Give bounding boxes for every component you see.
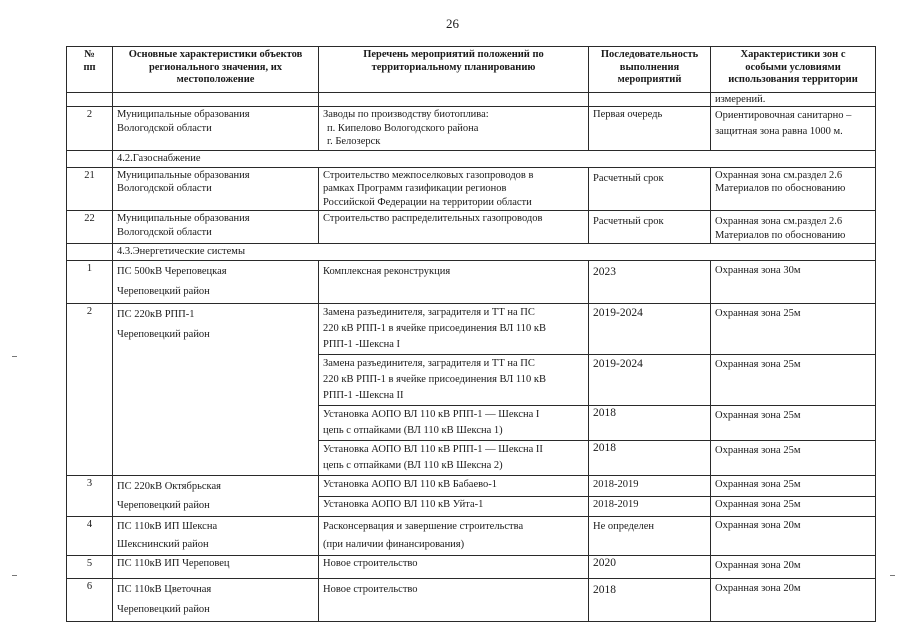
header-characteristics: Основные характеристики объектов регионального значения, их местоположение [113, 47, 319, 93]
table-row [67, 107, 876, 151]
table-row [67, 303, 876, 354]
table-row [67, 475, 876, 497]
sequence-cell: 2019-2024 [589, 354, 711, 405]
sequence-cell: 2023 [589, 260, 711, 303]
object-cell: ПС 500кВ Череповецкая Череповецкий район [113, 260, 319, 303]
measure-cell: Расконсервация и завершение строительства (при наличии финансирования) [319, 516, 589, 555]
sequence-cell: 2019-2024 [589, 303, 711, 354]
zone-cell: Охранная зона см.раздел 2.6 Материалов по обоснованию [711, 211, 876, 244]
sequence-cell: 2020 [589, 555, 711, 578]
row-number: 4 [67, 516, 113, 555]
row-number: 5 [67, 555, 113, 578]
object-cell: ПС 220кВ РПП-1 Череповецкий район [113, 303, 319, 475]
table-row-continuation [67, 93, 876, 107]
planning-table [66, 46, 876, 622]
table-row [67, 555, 876, 578]
continuation-cell: измерений. [711, 93, 876, 107]
table-row [67, 260, 876, 303]
zone-cell: Охранная зона 25м [711, 405, 876, 440]
margin-mark [890, 575, 895, 576]
object-cell: Муниципальные образования Вологодской области [113, 167, 319, 211]
object-cell: Муниципальные образования Вологодской области [113, 211, 319, 244]
measure-cell: Новое строительство [319, 578, 589, 621]
zone-cell: Охранная зона 20м [711, 516, 876, 555]
zone-cell: Охранная зона 25м [711, 497, 876, 516]
zone-cell: Охранная зона 25м [711, 303, 876, 354]
row-number: 2 [67, 107, 113, 151]
zone-cell: Охранная зона 20м [711, 555, 876, 578]
object-cell: Муниципальные образования Вологодской области [113, 107, 319, 151]
sequence-cell: 2018-2019 [589, 497, 711, 516]
header-sequence: Последовательность выполнения мероприятий [589, 47, 711, 93]
page-number: 26 [446, 16, 459, 31]
zone-cell: Охранная зона 25м [711, 475, 876, 497]
row-number: 6 [67, 578, 113, 621]
zone-cell: Охранная зона 25м [711, 440, 876, 475]
row-number: 3 [67, 475, 113, 516]
sequence-cell: Расчетный срок [589, 211, 711, 244]
sequence-cell: Расчетный срок [589, 167, 711, 211]
measure-cell: Установка АОПО ВЛ 110 кВ РПП-1 — Шексна II цепь с отпайками (ВЛ 110 кВ Шексна 2) [319, 440, 589, 475]
row-number: 21 [67, 167, 113, 211]
sequence-cell: 2018 [589, 440, 711, 475]
zone-cell: Ориентировочная санитарно – защитная зона равна 1000 м. [711, 107, 876, 151]
margin-mark [12, 575, 17, 576]
measure-cell: Установка АОПО ВЛ 110 кВ Бабаево-1 [319, 475, 589, 497]
margin-mark [12, 356, 17, 357]
sequence-cell: Первая очередь [589, 107, 711, 151]
sequence-cell: 2018 [589, 578, 711, 621]
header-zones: Характеристики зон с особыми условиями использования территории [711, 47, 876, 93]
measure-cell: Замена разъединителя, заградителя и ТТ на ПС 220 кВ РПП-1 в ячейке присоединения ВЛ 110 кВ РПП-1 -Шексна I [319, 303, 589, 354]
table-row [67, 516, 876, 555]
measure-cell: Заводы по производству биотоплива: п. Кипелово Вологодского района г. Белозерск [319, 107, 589, 151]
measure-cell: Строительство межпоселковых газопроводов в рамках Программ газификации регионов Российской Федерации на территории области [319, 167, 589, 211]
measure-cell: Строительство распределительных газопроводов [319, 211, 589, 244]
section-row [67, 244, 876, 261]
row-number: 1 [67, 260, 113, 303]
measure-cell: Новое строительство [319, 555, 589, 578]
row-number: 2 [67, 303, 113, 475]
object-cell: ПС 110кВ ИП Череповец [113, 555, 319, 578]
measure-cell: Установка АОПО ВЛ 110 кВ РПП-1 — Шексна I цепь с отпайками (ВЛ 110 кВ Шексна 1) [319, 405, 589, 440]
row-number: 22 [67, 211, 113, 244]
table-row [67, 578, 876, 621]
header-row [67, 47, 876, 93]
zone-cell: Охранная зона 30м [711, 260, 876, 303]
header-num: № пп [67, 47, 113, 93]
zone-cell: Охранная зона см.раздел 2.6 Материалов по обоснованию [711, 167, 876, 211]
section-title-energy: 4.3.Энергетические системы [113, 244, 876, 261]
zone-cell: Охранная зона 25м [711, 354, 876, 405]
measure-cell: Замена разъединителя, заградителя и ТТ на ПС 220 кВ РПП-1 в ячейке присоединения ВЛ 110 кВ РПП-1 -Шексна II [319, 354, 589, 405]
zone-cell: Охранная зона 20м [711, 578, 876, 621]
measure-cell: Установка АОПО ВЛ 110 кВ Уйта-1 [319, 497, 589, 516]
table-row [67, 167, 876, 211]
sequence-cell: 2018 [589, 405, 711, 440]
table-row [67, 211, 876, 244]
sequence-cell: Не определен [589, 516, 711, 555]
object-cell: ПС 110кВ ИП Шексна Шекснинский район [113, 516, 319, 555]
object-cell: ПС 220кВ Октябрьская Череповецкий район [113, 475, 319, 516]
sequence-cell: 2018-2019 [589, 475, 711, 497]
measure-cell: Комплексная реконструкция [319, 260, 589, 303]
header-measures: Перечень мероприятий положений по территориальному планированию [319, 47, 589, 93]
section-title-gas: 4.2.Газоснабжение [113, 151, 876, 168]
section-row [67, 151, 876, 168]
object-cell: ПС 110кВ Цветочная Череповецкий район [113, 578, 319, 621]
